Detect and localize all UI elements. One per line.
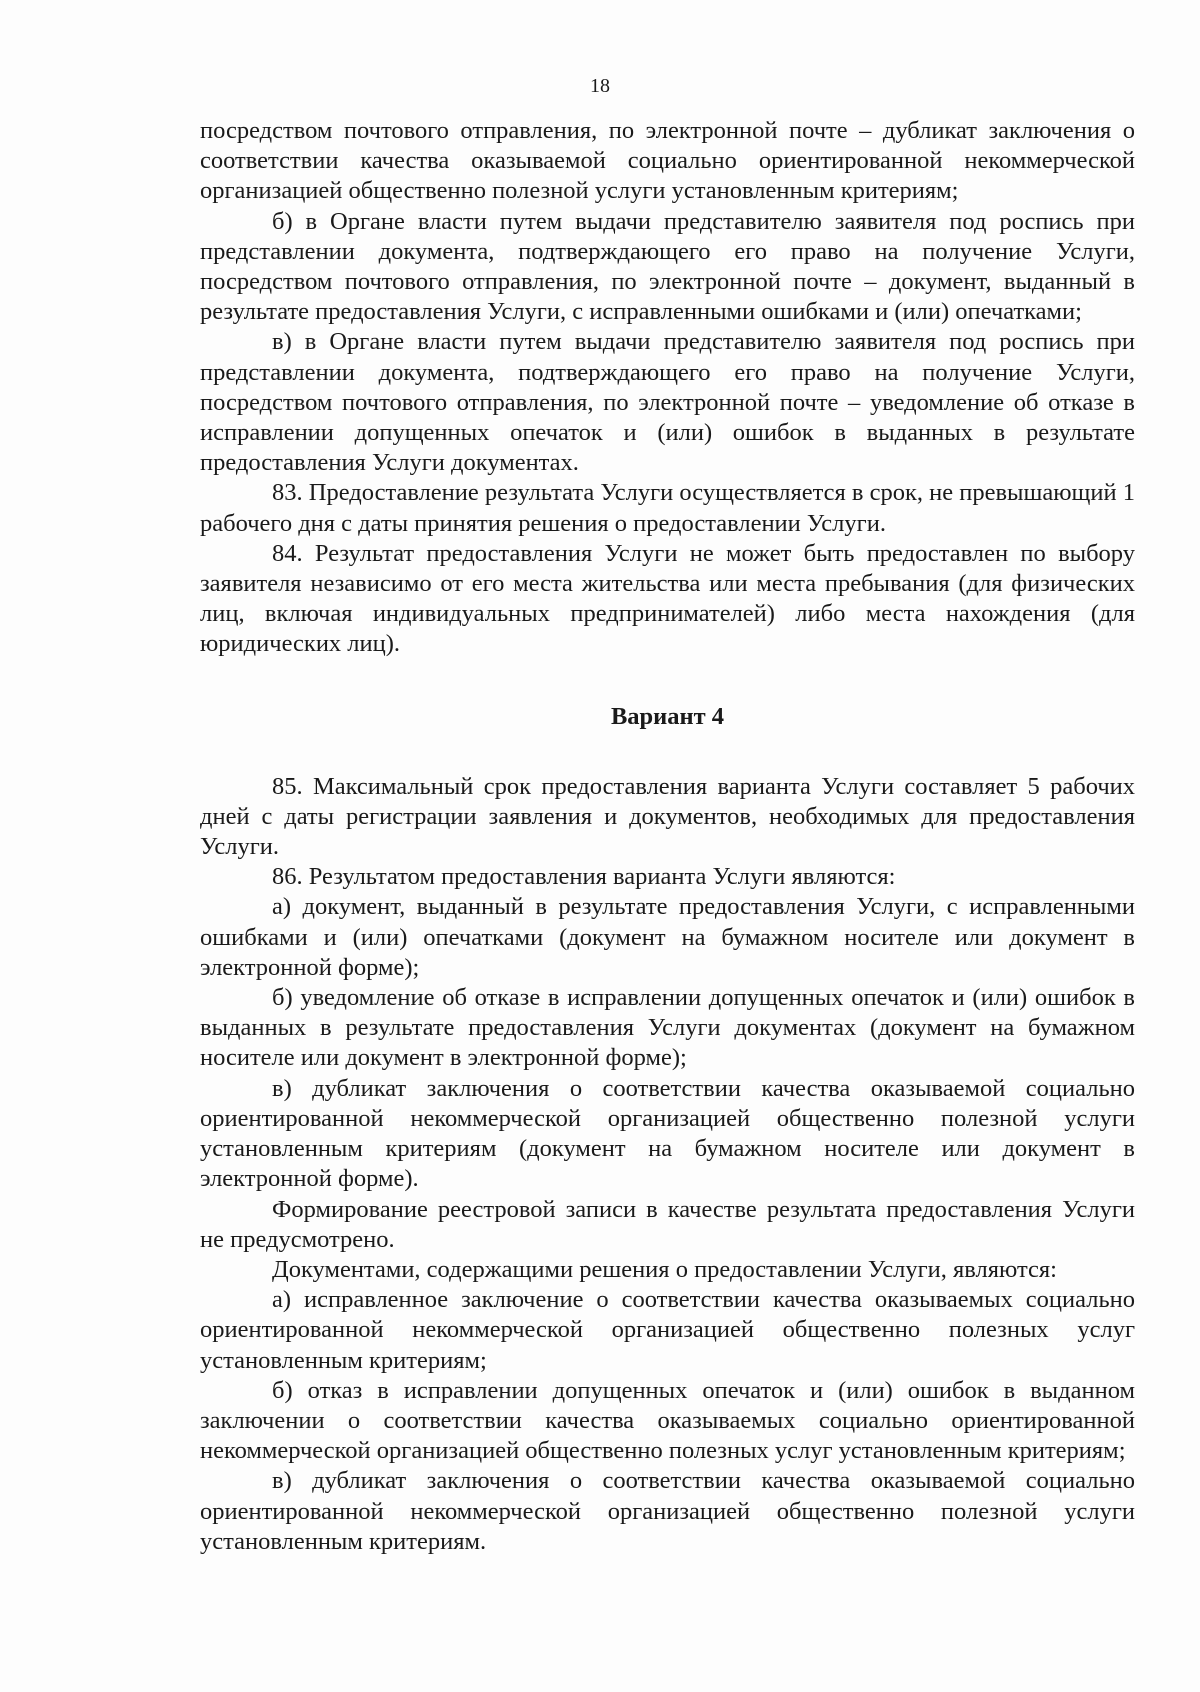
variant-4-section [200, 772, 1135, 1557]
document-body [200, 116, 1135, 1557]
paragraph-decision-a: а) исправленное заключение о соответствии качества оказываемых социально ориентированной некоммерческой организацией общественно полезных услуг установленным критериям; [200, 1286, 1135, 1374]
paragraph-item-v: в) в Органе власти путем выдачи представителю заявителя под роспись при представлении документа, подтверждающего его право на получение Услуги, посредством почтового отправления, по электронной почте – уведомление об отказе в исправлении допущенных опечаток и (или) ошибок в выданных в результате предоставления Услуги документах. [200, 328, 1135, 477]
paragraph-86-a: а) документ, выданный в результате предоставления Услуги, с исправленными ошибками и (или) опечатками (документ на бумажном носителе или документ в электронной форме); [200, 893, 1135, 981]
paragraph-decision-v: в) дубликат заключения о соответствии качества оказываемой социально ориентированной некоммерческой организацией общественно полезной услуги установленным критериям. [200, 1467, 1135, 1555]
paragraph-86-b: б) уведомление об отказе в исправлении допущенных опечаток и (или) ошибок в выданных в результате предоставления Услуги документах (документ на бумажном носителе или документ в электронной форме); [200, 984, 1135, 1072]
paragraph-decision-docs: Документами, содержащими решения о предоставлении Услуги, являются: [272, 1255, 1057, 1283]
paragraph-continuation: посредством почтового отправления, по электронной почте – дубликат заключения о соответствии качества оказываемой социально ориентированной некоммерческой организацией общественно полезной услуги установленным критериям; [200, 117, 1135, 205]
paragraph-85: 85. Максимальный срок предоставления варианта Услуги составляет 5 рабочих дней с даты регистрации заявления и документов, необходимых для предоставления Услуги. [200, 772, 1135, 861]
paragraph-84: 84. Результат предоставления Услуги не может быть предоставлен по выбору заявителя независимо от его места жительства или места пребывания (для физических лиц, включая индивидуальных предпринимателей) либо места нахождения (для юридических лиц). [200, 539, 1135, 658]
section-heading: Вариант 4 [610, 702, 725, 730]
page-number: 18 [590, 75, 610, 97]
paragraph-86-v: в) дубликат заключения о соответствии качества оказываемой социально ориентированной некоммерческой организацией общественно полезной услуги установленным критериям (документ на бумажном носителе или документ в электронной форме). [200, 1074, 1135, 1193]
paragraph-86: 86. Результатом предоставления варианта Услуги являются: [272, 863, 896, 891]
paragraph-item-b: б) в Органе власти путем выдачи представителю заявителя под роспись при представлении документа, подтверждающего его право на получение Услуги, посредством почтового отправления, по электронной почте – документ, выданный в результате предоставления Услуги, с исправленными ошибками и (или) опечатками; [200, 207, 1135, 326]
paragraph-83: 83. Предоставление результата Услуги осуществляется в срок, не превышающий 1 рабочего дня с даты принятия решения о предоставлении Услуги. [200, 479, 1135, 537]
paragraph-decision-b: б) отказ в исправлении допущенных опечаток и (или) ошибок в выданном заключении о соответствии качества оказываемых социально ориентированной некоммерческой организацией общественно полезных услуг установленным критериям; [200, 1376, 1135, 1465]
paragraph-registry: Формирование реестровой записи в качестве результата предоставления Услуги не предусмотрено. [200, 1195, 1135, 1253]
